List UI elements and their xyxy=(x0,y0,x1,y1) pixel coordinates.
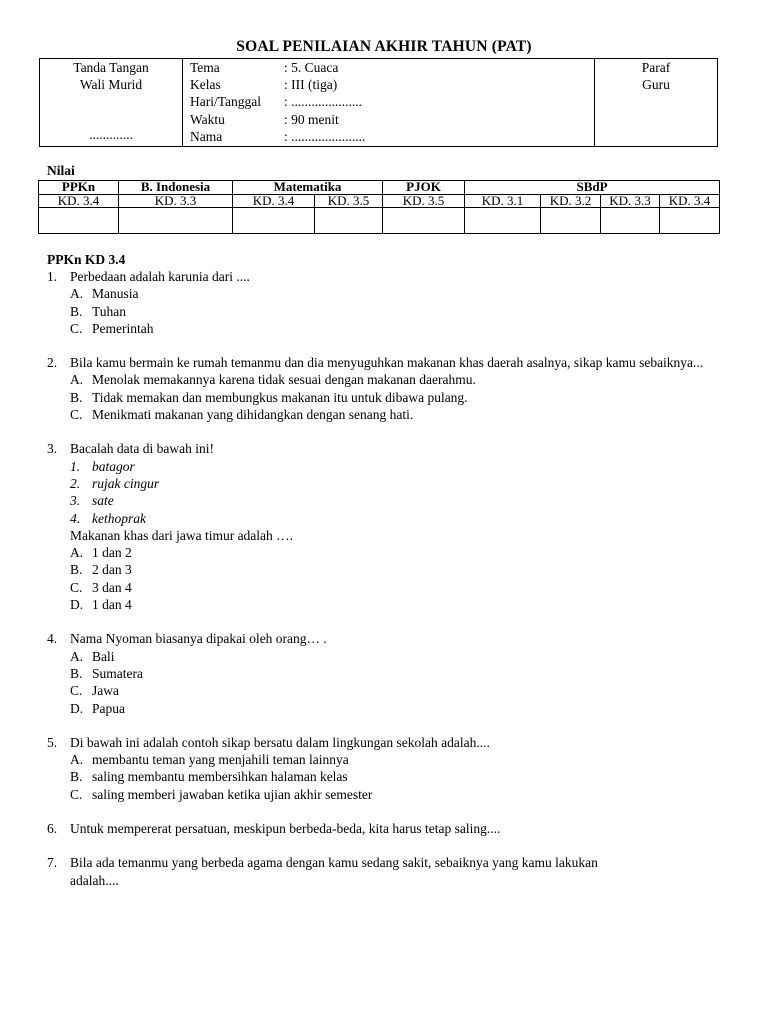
item-text: kethoprak xyxy=(92,510,146,526)
question-6 xyxy=(47,820,727,837)
data-item xyxy=(70,458,727,475)
option-text: Manusia xyxy=(92,286,139,302)
score-cell[interactable] xyxy=(541,208,601,234)
question-number: 6. xyxy=(47,821,58,837)
option-text: Menikmati makanan yang dihidangkan dengan senang hati. xyxy=(92,407,414,423)
kd-cell: KD. 3.4 xyxy=(233,194,315,208)
teacher-initial-label-2: Guru xyxy=(642,77,670,92)
question-text: Perbedaan adalah karunia dari .... xyxy=(70,269,250,284)
item-number: 2. xyxy=(70,475,81,491)
option-key: A. xyxy=(70,545,84,561)
field-nama xyxy=(190,128,365,145)
subject-row xyxy=(39,181,720,195)
question-7 xyxy=(47,854,727,889)
score-cell[interactable] xyxy=(660,208,720,234)
field-waktu xyxy=(190,111,365,128)
kd-cell: KD. 3.4 xyxy=(660,194,720,208)
option-b[interactable] xyxy=(70,561,727,578)
teacher-initial-cell xyxy=(594,59,717,146)
page-title: SOAL PENILAIAN AKHIR TAHUN (PAT) xyxy=(236,38,532,55)
option-b[interactable] xyxy=(70,389,727,406)
item-text: batagor xyxy=(92,458,135,474)
score-cell[interactable] xyxy=(119,208,233,234)
data-item xyxy=(70,510,727,527)
data-item xyxy=(70,475,727,492)
field-label: Tema xyxy=(190,60,220,75)
question-2 xyxy=(47,354,727,423)
option-text: 1 dan 4 xyxy=(92,597,132,613)
option-c[interactable] xyxy=(70,786,727,803)
question-5 xyxy=(47,734,727,803)
option-text: Jawa xyxy=(92,683,119,699)
score-cell[interactable] xyxy=(383,208,465,234)
item-number: 1. xyxy=(70,458,81,474)
field-value: : ...................... xyxy=(284,128,366,144)
option-a[interactable] xyxy=(70,285,727,302)
score-cell[interactable] xyxy=(465,208,541,234)
option-text: Tuhan xyxy=(92,303,127,319)
question-3 xyxy=(47,440,727,613)
question-4 xyxy=(47,630,727,716)
option-key: B. xyxy=(70,389,83,405)
options-list xyxy=(70,544,727,613)
field-hari-tanggal xyxy=(190,93,365,110)
option-key: A. xyxy=(70,648,84,664)
section-title: PPKn KD 3.4 xyxy=(47,252,126,267)
identity-fields xyxy=(190,59,365,145)
option-text: Pemerintah xyxy=(92,320,154,336)
questions-section xyxy=(47,251,727,889)
question-prompt: Makanan khas dari jawa timur adalah …. xyxy=(70,527,294,543)
question-number: 1. xyxy=(47,269,58,284)
options-list xyxy=(70,648,727,717)
question-1 xyxy=(47,268,727,337)
field-value: : 90 menit xyxy=(284,111,339,127)
option-key: C. xyxy=(70,683,83,699)
parent-signature-label-1: Tanda Tangan xyxy=(73,60,149,75)
item-number: 3. xyxy=(70,493,81,509)
option-b[interactable] xyxy=(70,303,727,320)
subject-cell: PJOK xyxy=(383,181,465,195)
parent-signature-line: ............. xyxy=(89,127,133,142)
subject-cell: Matematika xyxy=(233,181,383,195)
option-text: membantu teman yang menjahili teman lainnya xyxy=(92,752,349,768)
subject-cell: SBdP xyxy=(465,181,720,195)
data-item xyxy=(70,492,727,509)
question-text: Untuk mempererat persatuan, meskipun berbeda-beda, kita harus tetap saling.... xyxy=(70,821,501,837)
kd-cell: KD. 3.1 xyxy=(465,194,541,208)
score-cell[interactable] xyxy=(39,208,119,234)
identity-box xyxy=(39,58,718,147)
question-text: Bila ada temanmu yang berbeda agama dengan kamu sedang sakit, sebaiknya yang kamu lakukan adalah.... xyxy=(70,855,598,888)
option-c[interactable] xyxy=(70,320,727,337)
score-label: Nilai xyxy=(47,163,75,178)
option-key: B. xyxy=(70,562,83,578)
option-key: B. xyxy=(70,303,83,319)
field-value: : 5. Cuaca xyxy=(284,60,339,75)
kd-cell: KD. 3.4 xyxy=(39,194,119,208)
option-text: saling membantu membersihkan halaman kelas xyxy=(92,769,348,785)
question-text: Di bawah ini adalah contoh sikap bersatu dalam lingkungan sekolah adalah.... xyxy=(70,734,490,750)
parent-signature-cell xyxy=(40,59,183,146)
field-tema xyxy=(190,59,365,76)
question-text: Nama Nyoman biasanya dipakai oleh orang… . xyxy=(70,631,327,647)
options-list xyxy=(70,285,727,337)
question-text: Bacalah data di bawah ini! xyxy=(70,441,214,457)
option-b[interactable] xyxy=(70,665,727,682)
field-value: : III (tiga) xyxy=(284,77,338,93)
option-a[interactable] xyxy=(70,648,727,665)
option-d[interactable] xyxy=(70,596,727,613)
option-text: saling memberi jawaban ketika ujian akhir semester xyxy=(92,786,373,802)
option-d[interactable] xyxy=(70,700,727,717)
option-key: B. xyxy=(70,769,83,785)
teacher-initial-label-1: Paraf xyxy=(641,60,671,75)
option-a[interactable] xyxy=(70,544,727,561)
option-text: Papua xyxy=(92,700,125,716)
score-table xyxy=(38,180,720,234)
question-number: 2. xyxy=(47,355,58,371)
option-text: Menolak memakannya karena tidak sesuai dengan makanan daerahmu. xyxy=(92,372,476,388)
option-text: 3 dan 4 xyxy=(92,579,132,595)
option-a[interactable] xyxy=(70,751,727,768)
option-text: Sumatera xyxy=(92,665,143,681)
option-key: D. xyxy=(70,597,84,613)
option-text: Tidak memakan dan membungkus makanan itu untuk dibawa pulang. xyxy=(92,389,468,405)
kd-cell: KD. 3.5 xyxy=(383,194,465,208)
option-c[interactable] xyxy=(70,579,727,596)
field-label: Kelas xyxy=(190,77,221,93)
score-cell[interactable] xyxy=(315,208,383,234)
option-key: C. xyxy=(70,407,83,423)
field-kelas xyxy=(190,76,365,93)
option-b[interactable] xyxy=(70,768,727,785)
kd-row xyxy=(39,194,720,208)
option-key: A. xyxy=(70,752,84,768)
option-text: 2 dan 3 xyxy=(92,562,132,578)
kd-cell: KD. 3.3 xyxy=(601,194,660,208)
kd-cell: KD. 3.2 xyxy=(541,194,601,208)
question-text: Bila kamu bermain ke rumah temanmu dan dia menyuguhkan makanan khas daerah asalnya, sikap kamu sebaiknya... xyxy=(70,355,704,371)
item-number: 4. xyxy=(70,510,81,526)
question-number: 5. xyxy=(47,734,58,750)
options-list xyxy=(70,751,727,803)
subject-cell: B. Indonesia xyxy=(119,181,233,195)
option-key: C. xyxy=(70,579,83,595)
option-key: B. xyxy=(70,665,83,681)
option-key: C. xyxy=(70,786,83,802)
option-key: A. xyxy=(70,372,84,388)
item-text: sate xyxy=(92,493,114,509)
option-key: A. xyxy=(70,286,84,302)
option-c[interactable] xyxy=(70,682,727,699)
field-label: Hari/Tanggal xyxy=(190,94,262,110)
option-key: C. xyxy=(70,320,83,336)
score-cell[interactable] xyxy=(601,208,660,234)
field-value: : ..................... xyxy=(284,94,363,110)
item-text: rujak cingur xyxy=(92,475,160,491)
question-number: 7. xyxy=(47,855,58,871)
field-label: Waktu xyxy=(190,111,225,127)
score-entry-row xyxy=(39,208,720,234)
options-list xyxy=(70,371,727,423)
score-cell[interactable] xyxy=(233,208,315,234)
option-key: D. xyxy=(70,700,84,716)
subject-cell: PPKn xyxy=(39,181,119,195)
data-list xyxy=(70,458,727,527)
question-number: 3. xyxy=(47,441,58,457)
field-label: Nama xyxy=(190,128,223,144)
question-number: 4. xyxy=(47,631,58,647)
option-a[interactable] xyxy=(70,371,727,388)
option-text: 1 dan 2 xyxy=(92,545,132,561)
parent-signature-label-2: Wali Murid xyxy=(79,77,143,92)
option-c[interactable] xyxy=(70,406,727,423)
kd-cell: KD. 3.5 xyxy=(315,194,383,208)
option-text: Bali xyxy=(92,648,115,664)
kd-cell: KD. 3.3 xyxy=(119,194,233,208)
